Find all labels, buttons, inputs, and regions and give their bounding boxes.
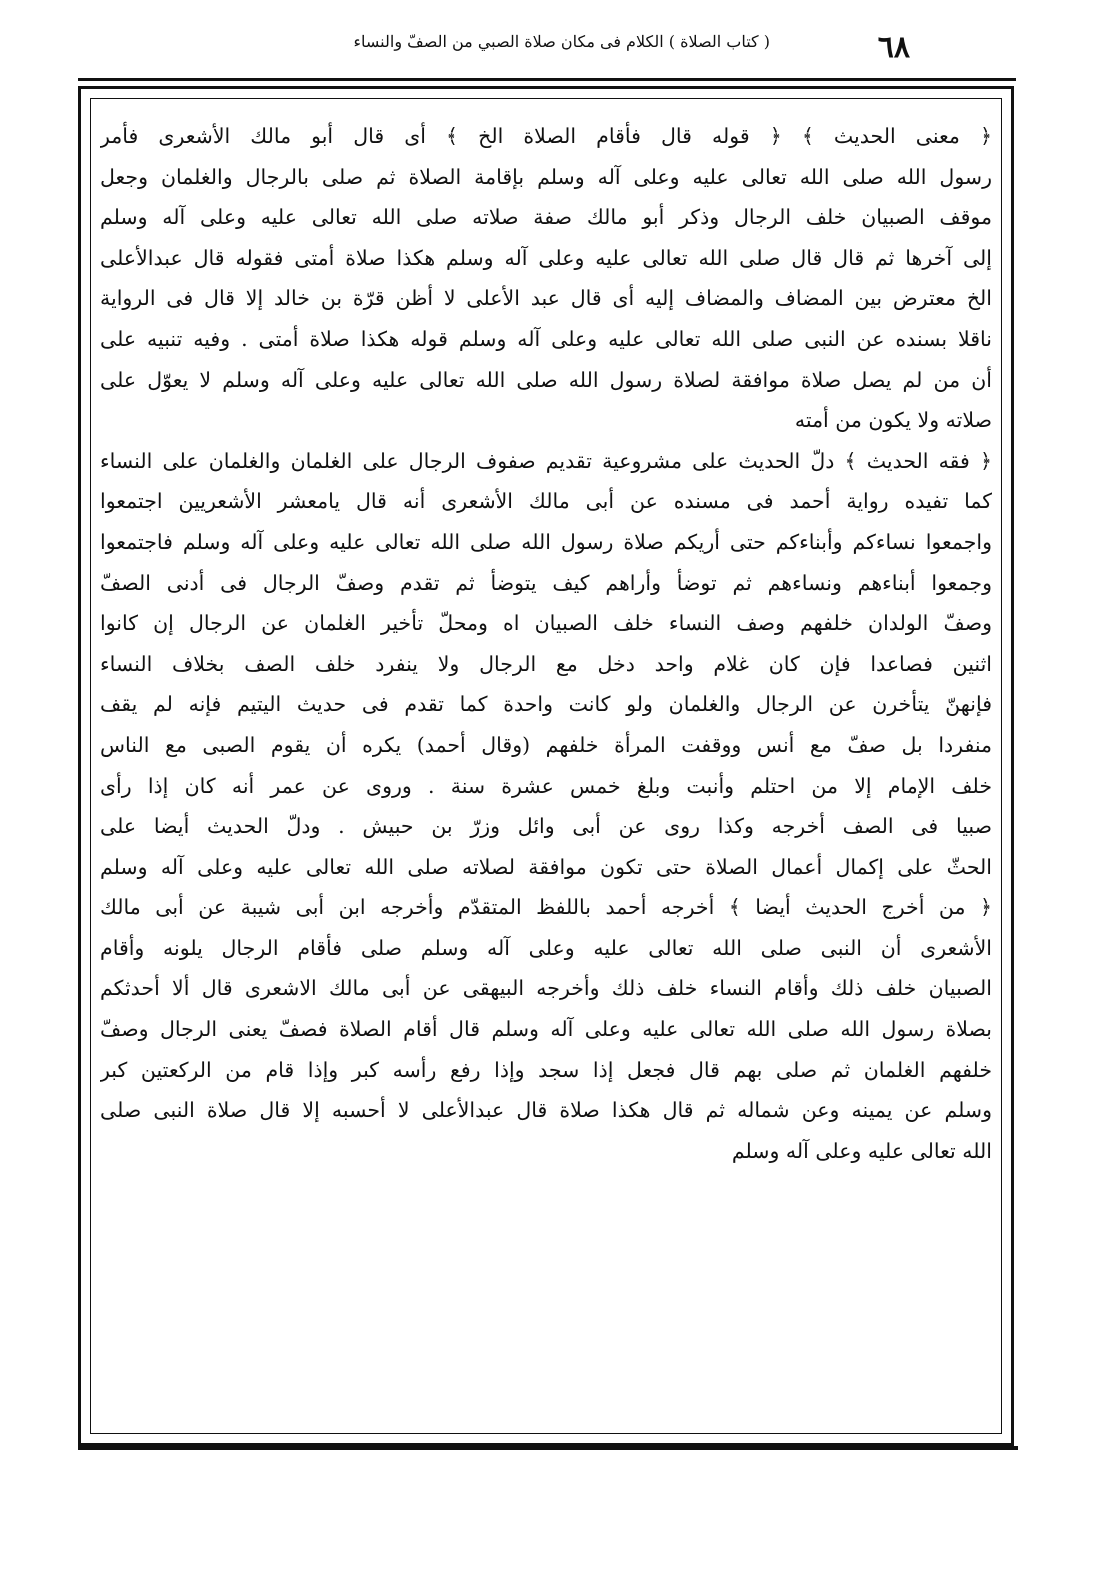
footer-rule xyxy=(78,1446,1018,1450)
text-line: موقف الصبيان خلف الرجال وذكر أبو مالك صفة صلاته صلى الله تعالى عليه وعلى آله وسلم xyxy=(100,205,992,230)
text-line: رسول الله صلى الله تعالى عليه وعلى آله وسلم بإقامة الصلاة ثم صلى بالرجال والغلمان وجعل xyxy=(100,164,992,189)
body-text xyxy=(100,116,992,1171)
text-line: واجمعوا نساءكم وأبناءكم حتى أريكم صلاة رسول الله صلى الله تعالى عليه وعلى آله وسلم فاجتمعوا xyxy=(100,529,992,554)
text-line: ﴿ من أخرج الحديث أيضا ﴾ أخرجه أحمد باللفظ المتقدّم وأخرجه ابن أبى شيبة عن أبى مالك xyxy=(100,895,992,920)
text-line: ﴿ فقه الحديث ﴾ دلّ الحديث على مشروعية تقديم صفوف الرجال على الغلمان والغلمان على النساء xyxy=(100,448,992,473)
text-line: خلف الإمام إلا من احتلم وأنبت وبلغ خمس عشرة سنة . وروى عن عمر أنه كان إذا رأى xyxy=(100,773,992,798)
text-line: صلاته ولا يكون من أمته xyxy=(794,408,992,433)
text-line: وجمعوا أبناءهم ونساءهم ثم توضأ وأراهم كيف يتوضأ ثم تقدم وصفّ الرجال فى أدنى الصفّ xyxy=(100,570,992,595)
page-number: ٦٨ xyxy=(877,30,910,65)
text-line: صبيا فى الصف أخرجه وكذا روى عن أبى وائل وزرّ بن حبيش . ودلّ الحديث أيضا على xyxy=(100,814,992,839)
text-line: الخ معترض بين المضاف والمضاف إليه أى قال عبد الأعلى لا أظن قرّة بن خالد إلا قال فى الرواية xyxy=(100,286,992,311)
text-line: اثنين فصاعدا فإن كان غلام واحد دخل مع الرجال ولا ينفرد خلف الصف بخلاف النساء xyxy=(100,651,992,676)
text-line: كما تفيده رواية أحمد فى مسنده عن أبى مالك الأشعرى أنه قال يامعشر الأشعريين اجتمعوا xyxy=(100,489,992,514)
text-line: الأشعرى أن النبى صلى الله تعالى عليه وعلى آله وسلم صلى فأقام الرجال يلونه وأقام xyxy=(100,935,992,960)
text-line: منفردا بل صفّ مع أنس ووقفت المرأة خلفهم (وقال أحمد) يكره أن يقوم الصبى مع الناس xyxy=(100,732,992,757)
text-line: بصلاة رسول الله صلى الله تعالى عليه وعلى آله وسلم قال أقام الصلاة فصفّ يعنى الرجال وصفّ xyxy=(100,1017,992,1042)
text-line: ﴿ معنى الحديث ﴾ ﴿ قوله قال فأقام الصلاة الخ ﴾ أى قال أبو مالك الأشعرى فأمر xyxy=(100,124,992,148)
running-title: ( كتاب الصلاة ) الكلام فى مكان صلاة الصبي من الصفّ والنساء xyxy=(353,32,770,51)
page-header xyxy=(130,24,910,82)
text-line: الصبيان خلف ذلك وأقام النساء خلف ذلك وأخرجه البيهقى عن أبى مالك الاشعرى قال ألا أحدثكم xyxy=(100,976,992,1001)
text-line: وسلم عن يمينه وعن شماله ثم قال هكذا صلاة قال عبدالأعلى لا أحسبه إلا قال صلاة النبى صلى xyxy=(100,1098,992,1123)
text-line: الله تعالى عليه وعلى آله وسلم xyxy=(731,1138,992,1163)
text-line: وصفّ الولدان خلفهم وصف النساء خلف الصبيان اه ومحلّ تأخير الغلمان عن الرجال إن كانوا xyxy=(100,611,992,636)
header-rule xyxy=(78,78,1016,81)
text-line: خلفهم الغلمان ثم صلى بهم قال فجعل إذا سجد وإذا رفع رأسه كبر وإذا قام من الركعتين كبر xyxy=(100,1057,992,1082)
text-line: ناقلا بسنده عن النبى صلى الله تعالى عليه وعلى آله وسلم قوله هكذا صلاة أمتى . وفيه تنبيه على xyxy=(100,326,992,351)
text-line: أن من لم يصل صلاة موافقة لصلاة رسول الله صلى الله تعالى عليه وعلى آله وسلم لا يعوّل على xyxy=(100,367,992,392)
text-line: إلى آخرها ثم قال قال صلى الله تعالى عليه وعلى آله وسلم هكذا صلاة أمتى فقوله قال عبدالأعلى xyxy=(100,245,992,270)
text-line: الحثّ على إكمال أعمال الصلاة حتى تكون موافقة لصلاته صلى الله تعالى عليه وعلى آله وسلم xyxy=(100,854,992,879)
text-line: فإنهنّ يتأخرن عن الرجال والغلمان ولو كانت واحدة كما تقدم فى حديث اليتيم فإنه لم يقف xyxy=(100,692,992,717)
